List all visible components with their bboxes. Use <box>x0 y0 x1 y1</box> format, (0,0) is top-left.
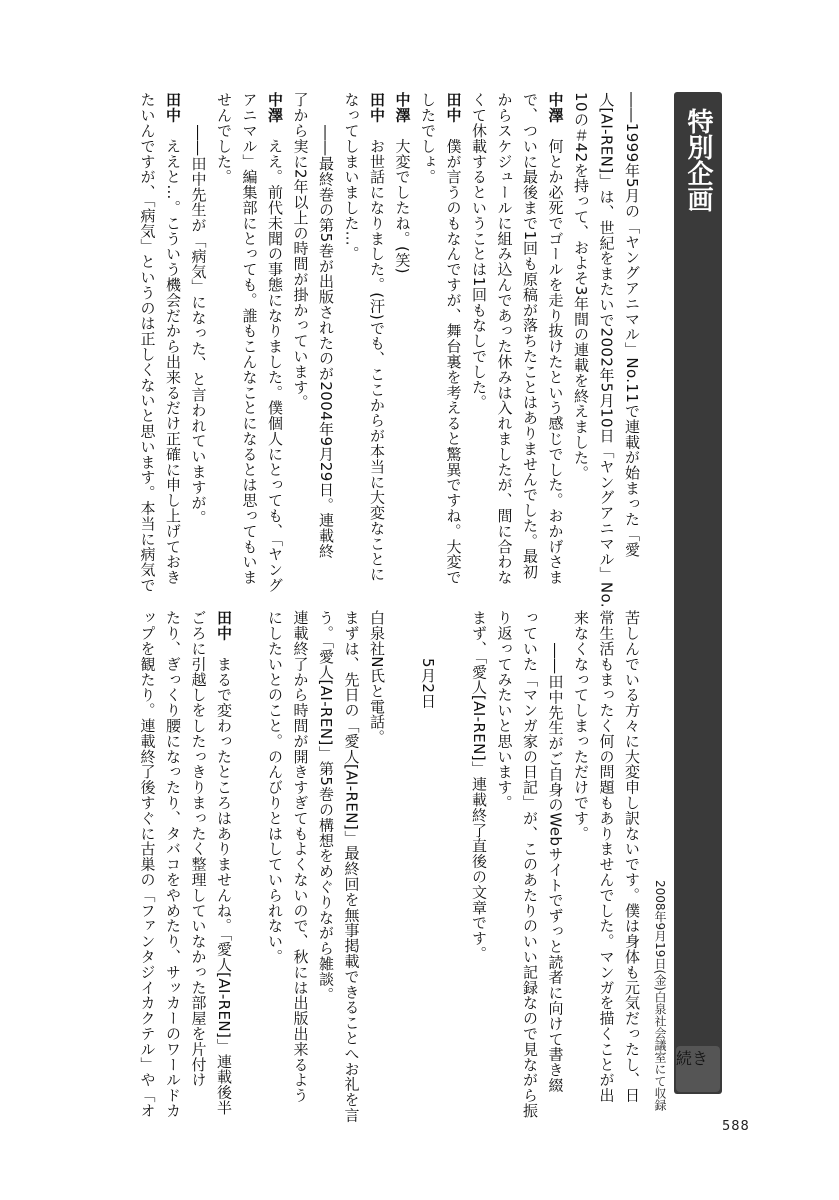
line-text: ごろに引越しをしたっきりまったく整理していなかった部屋を片付け <box>189 610 208 1088</box>
text-line <box>440 92 466 585</box>
text-line <box>593 610 619 1103</box>
line-text: り返ってみたいと思います。 <box>495 610 514 811</box>
text-line <box>466 92 492 582</box>
continued-badge-box <box>676 1046 720 1092</box>
line-text: アニマル」編集部にとっても。誰もこんなことになるとは思ってもいま <box>240 92 259 585</box>
text-line <box>236 92 262 585</box>
continued-badge: 続き <box>676 1049 709 1068</box>
line-text: たいんですが、「病気」というのは正しくないと思います。本当に病気で <box>138 92 157 593</box>
text-line <box>287 610 313 1103</box>
text-line <box>313 92 339 582</box>
line-text: ええと…。こういう機会だから出来るだけ正確に申し上げておき <box>164 138 182 585</box>
text-line <box>185 610 211 1100</box>
line-text: 5月2日 <box>419 658 437 709</box>
recording-date-caption: 2008年9月19日(金)白泉社会議室にて収録 <box>653 880 667 1111</box>
text-line <box>313 610 339 1100</box>
text-line <box>262 610 288 1100</box>
speaker-name: 田中 <box>444 92 463 123</box>
line-text: 来なくなってしまっただけです。 <box>572 610 590 841</box>
line-text: ップを観たり。連載終了後すぐに古巣の「ファンタジイカクテル」や「オ <box>138 610 157 1119</box>
line-text: ――田中先生がご自身のWebサイトでずっと読者に向けて書き綴 <box>546 643 565 1093</box>
text-line <box>160 92 186 585</box>
banner-title-part1: 特別企画 <box>683 108 713 212</box>
text-line <box>491 610 517 1100</box>
line-text: からスケジュールに組み込んであった休みは入れましたが、間に合わな <box>495 92 514 585</box>
line-text: まるで変わったところはありませんね。「愛人[AI-REN]」連載後半 <box>215 656 233 1116</box>
line-text: まず、「愛人[AI-REN]」連載終了直後の文章です。 <box>470 610 488 962</box>
line-text: 苦しんでいる方々に大変申し訳ないです。僕は身体も元気だったし、日 <box>623 610 641 1103</box>
line-text: たり、ぎっくり腰になったり、タバコをやめたり、サッカーのワールドカ <box>164 610 182 1119</box>
line-text: 常生活もまったく何の問題もありませんでした。マンガを描くことが出 <box>597 610 616 1103</box>
article-text-top <box>78 92 644 609</box>
line-text: 了から実に2年以上の時間が掛かっています。 <box>291 92 310 410</box>
text-line <box>466 610 492 1100</box>
line-text: くて休載するということは1回もなしでした。 <box>470 92 488 410</box>
line-text: ええ。前代未聞の事態になりました。僕個人にとっても、「ヤング <box>266 138 284 593</box>
text-line <box>185 92 211 582</box>
text-line <box>619 610 645 1103</box>
text-line <box>262 92 288 593</box>
speaker-name: 中澤 <box>393 92 412 123</box>
text-line <box>338 610 364 1123</box>
text-line <box>491 92 517 585</box>
speaker-name: 田中 <box>164 92 182 123</box>
line-text: ――1999年5月の「ヤングアニマル」No.11で連載が始まった「愛 <box>623 92 641 558</box>
text-line <box>415 92 441 582</box>
line-text: ――田中先生が「病気」になった、と言われていますが。 <box>189 125 208 526</box>
text-line <box>134 92 160 593</box>
line-text: っていた「マンガ家の日記」が、このあたりのいい記録なので見ながら振 <box>521 610 539 1119</box>
text-line <box>568 92 594 582</box>
text-line <box>364 610 390 1100</box>
text-line <box>542 92 568 585</box>
line-text: 僕が言うのもなんですが、舞台裏を考えると驚異ですね。大変で <box>444 138 463 585</box>
line-text: にしたいとのこと。のんびりとはしていられない。 <box>266 610 284 965</box>
diary-date <box>415 610 441 1100</box>
line-text: 10の＃42を持って、およそ3年間の連載を終えました。 <box>572 92 590 481</box>
line-text <box>241 610 259 625</box>
text-line <box>160 610 186 1119</box>
text-line <box>517 92 543 582</box>
text-line <box>389 92 415 582</box>
line-text: 連載終了から時間が開きすぎてもよくないので、秋には出版出来るよう <box>291 610 310 1103</box>
text-line <box>619 92 645 582</box>
speaker-name: 田中 <box>215 610 233 641</box>
line-text: 大変でしたね。(笑) <box>393 138 412 274</box>
line-text: で、ついに最後まで1回も原稿が落ちたことはありませんでした。最初 <box>521 92 539 580</box>
line-text: ――最終巻の第5巻が出版されたのが2004年9月29日。連載終 <box>317 125 335 559</box>
text-line <box>568 610 594 1100</box>
line-text: まずは、先日の「愛人[AI-REN]」最終回を無事掲載できることへお礼を言 <box>342 610 361 1123</box>
text-line <box>593 92 619 609</box>
article-text-bottom <box>78 610 644 1123</box>
speaker-name: 田中 <box>368 92 386 123</box>
text-line <box>287 92 313 582</box>
text-line <box>440 610 466 1100</box>
line-text: う。「愛人[AI-REN]」第5巻の構想をめぐりながら雑談。 <box>317 610 335 1002</box>
text-line <box>517 610 543 1119</box>
line-text: したでしょ。 <box>419 92 437 185</box>
line-text: なってしまいました…。 <box>342 92 361 262</box>
text-line <box>134 610 160 1119</box>
text-line <box>389 610 415 1100</box>
line-text <box>394 610 412 625</box>
text-line <box>542 610 568 1100</box>
text-line <box>236 610 262 1100</box>
line-text <box>445 610 463 625</box>
speaker-name: 中澤 <box>266 92 284 123</box>
line-text: お世話になりました。(汗)でも、ここからが本当に大変なことに <box>368 138 386 582</box>
speaker-name: 中澤 <box>546 92 565 123</box>
text-line <box>211 610 237 1116</box>
line-text: 白泉社N氏と電話。 <box>368 610 386 745</box>
text-line <box>364 92 390 582</box>
banner-title-part2: 田中ユタカロングインタビュー <box>635 108 665 472</box>
text-line <box>211 92 237 582</box>
line-text: 人[AI-REN]」は、世紀をまたいで2002年5月10日「ヤングアニマル」No. <box>597 92 616 609</box>
text-line <box>338 92 364 582</box>
line-text: 何とか必死でゴールを走り抜けたという感じでした。おかげさま <box>546 138 565 585</box>
page-number: 588 <box>722 1119 750 1134</box>
line-text: せんでした。 <box>215 92 233 185</box>
